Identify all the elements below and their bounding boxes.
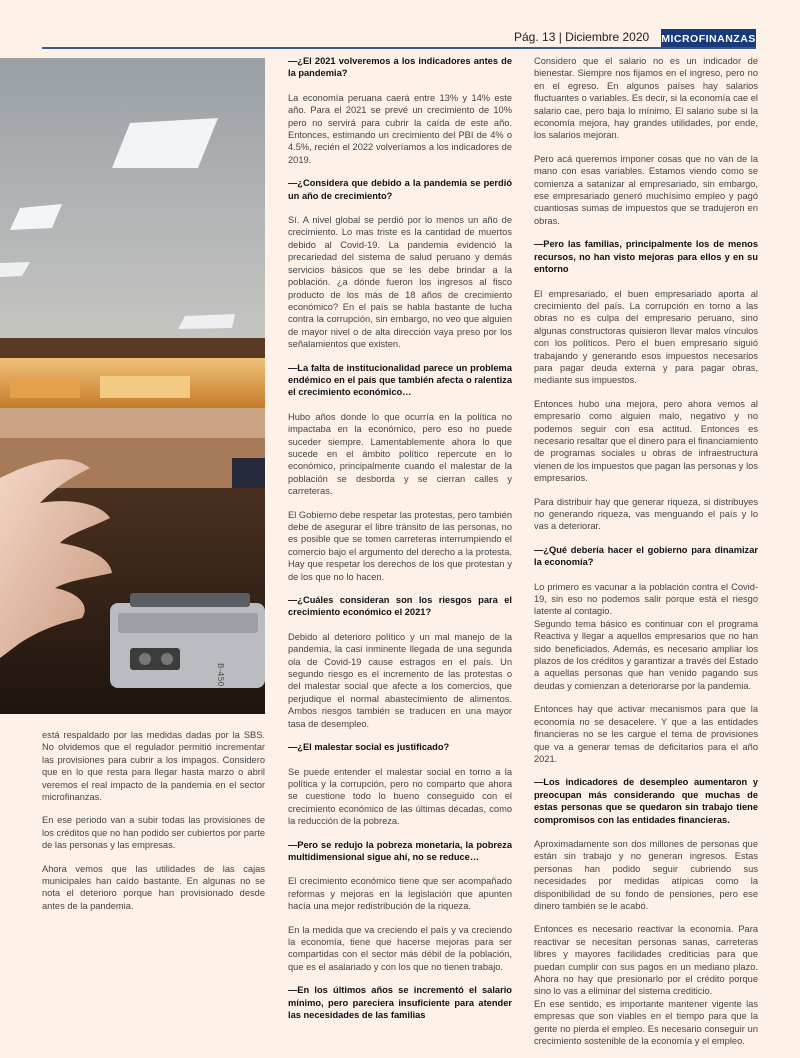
interview-question: —La falta de institucionalidad parece un problema endémico en el país que también afecta o ralentiza el crecimiento económico… xyxy=(288,362,512,398)
interview-question: —¿Cuáles consideran son los riesgos para el crecimiento económico el 2021? xyxy=(288,595,512,618)
page-info: Pág. 13 | Diciembre 2020 xyxy=(514,30,650,44)
paragraph: Debido al deterioro político y un mal manejo de la pandemia, la casi inminente llegada de una segunda ola de Covid-19 cause estragos en el país. Un segundo riesgo es el incremento de las protestas o del malestar social que afecte a los comercios, que perjudique el normal abastecimiento de alimentos. Ambos riesgos también se traducen en una mayor tasa de desempleo. xyxy=(288,631,512,729)
interview-question: —¿El malestar social es justificado? xyxy=(288,742,450,753)
paragraph: En ese periodo van a subir todas las provisiones de los créditos que no han podido ser cubiertos por parte de las personas y las empresas. xyxy=(42,815,265,851)
paragraph: Entonces hay que activar mecanismos para que la economía no se desacelere. Y que a las entidades financieras no se les cargue el tema de provisiones que va a generar temas de deficitarios para el año 2021. xyxy=(534,704,758,764)
column-middle xyxy=(288,55,512,1033)
paragraph xyxy=(534,923,758,1047)
paragraph: Hubo años donde lo que ocurría en la política no impactaba en la económico, pero eso no puede suceder siempre. Lamentablemente ahora lo que sucede en el ámbito político repercute en lo económico, principalmente cuando el malestar de la población se desborda y se cierran calles y carreteras. xyxy=(288,411,512,497)
header-rule xyxy=(42,47,756,49)
column-left xyxy=(42,729,265,923)
paragraph: El Gobierno debe respetar las protestas, pero también debe de asegurar el libre tránsito de las personas, no es posible que se tomen carreteras interrumpiendo el comercio bajo el argumento del derecho a la protesta. Hay que respetar los derechos de los que protestan y de los que no lo hacen. xyxy=(288,509,512,582)
paragraph: Entonces hubo una mejora, pero ahora vemos al empresario como alguien malo, negativo y no podemos seguir con esa actitud. Entonces es necesario resaltar que el dinero para el financiamiento de programas sociales u obras de infraestructura vienen de los impuestos que pagan las personas y los empresarios. xyxy=(534,398,758,484)
paragraph: Pero acá queremos imponer cosas que no van de la mano con esas variables. Estamos viendo como se comienza a satanizar al empresariado, sin embargo, ese empresariado generó muchísimo empleo y pagó cuantiosas sumas de impuestos que se tradujeron en obras. xyxy=(534,153,758,226)
interview-question: —Pero se redujo la pobreza monetaria, la pobreza multidimensional sigue ahí, no se reduce… xyxy=(288,839,512,862)
paragraph: Para distribuir hay que generar riqueza, si distribuyes no generando riqueza, vas menguando el país y lo vas a deteriorar. xyxy=(534,496,758,532)
paragraph-line: En ese sentido, es importante mantener vigente las empresas que son viables en el tiempo para que la gente no pierda el empleo. Es necesario conseguir un crecimiento sostenible de la economía y el empleo. xyxy=(534,998,758,1047)
interview-question: —En los últimos años se incrementó el salario mínimo, pero pareciera insuficiente para atender las necesidades de las familias xyxy=(288,985,512,1020)
paragraph: Ahora vemos que las utilidades de las cajas municipales han caído bastante. En algunas no se nota el deterioro porque han provisionado desde antes de la pandemia. xyxy=(42,863,265,911)
recorder-label: B-450 xyxy=(216,663,225,687)
interview-question: —¿Qué debería hacer el gobierno para dinamizar la economía? xyxy=(534,544,758,568)
brand-badge: MICROFINANZAS xyxy=(661,29,756,48)
interview-question: —Pero las familias, principalmente los de menos recursos, no han visto mejoras para ellos y en su entorno xyxy=(534,239,758,275)
paragraph: Se puede entender el malestar social en torno a la política y la corrupción, pero no comparto que ahora se cuestione todo lo bueno conseguido con el crecimiento económico de las últimas décadas, como la reducción de la pobreza. xyxy=(288,766,512,827)
interview-question: —¿Considera que debido a la pandemia se perdió un año de crecimiento? xyxy=(288,178,512,201)
paragraph: está respaldado por las medidas dadas por la SBS. No olvidemos que el regulador permitió incrementar las provisiones para cubrir a los impagos. Considero que en lo que resta para llegar hasta marzo o abril veremos el real impacto de la pandemia en el sector microfinanzas. xyxy=(42,730,265,803)
paragraph-line: Lo primero es vacunar a la población contra el Covid-19, sin eso no podemos salir porque está el riesgo latente al contagio. xyxy=(534,581,758,617)
paragraph: Considero que el salario no es un indicador de bienestar. Siempre nos fijamos en el ingreso, pero no en el egreso. En algunos países hay salarios fluctuantes o variables. Es decir, si la economía cae el salario cae, pero baja lo mínimo. El salario sube si la economía mejora, hay grandes utilidades, por ende, los salarios mejoran. xyxy=(534,56,758,141)
paragraph: Aproximadamente son dos millones de personas que están sin trabajo y no generan ingresos. Estas personas han podido seguir cubriendo sus necesidades por medidas atípicas como la disponibilidad de su fondo de pensiones, pero ese dinero también se le acabó. xyxy=(534,838,758,911)
photo-interview xyxy=(0,58,265,714)
paragraph: En la medida que va creciendo el país y va creciendo la economía, tiene que hacerse mejoras para ser compartidas con el sector más débil de la población, que es el asalariado y con los que no tienen trabajo. xyxy=(288,924,512,972)
paragraph: El empresariado, el buen empresariado aporta al crecimiento del país. La corrupción en torno a las obras no es culpa del empresario peruano, sino algunas constructoras quisieron llevar malos vínculos con los políticos. Pero el buen empresario siguió trabajando y generando esos impuestos necesarios para pagar deuda externa y para pagar obras, mediante sus impuestos. xyxy=(534,288,758,386)
column-right xyxy=(534,55,758,1058)
paragraph-line: Segundo tema básico es continuar con el programa Reactiva y llegar a aquellos empresarios que no han sido beneficiados. Además, es necesario ampliar los plazos de los créditos y garantizar a través del Estado a aquellas personas que han venido pagando sus deudas y comienzan a deteriorarse por la pandemia. xyxy=(534,618,758,691)
paragraph: La economía peruana caerá entre 13% y 14% este año. Para el 2021 se prevé un crecimiento de 10% pero no servirá para cubrir la caída de este año. Entonces, estimando un crecimiento del PBI de 4% o 4.5%, recién el 2022 volveríamos a los indicadores de 2019. xyxy=(288,92,512,165)
photo-illustration xyxy=(0,58,265,714)
interview-question: —¿El 2021 volveremos a los indicadores antes de la pandemia? xyxy=(288,56,512,79)
paragraph xyxy=(534,581,758,693)
interview-question: —Los indicadores de desempleo aumentaron y preocupan más considerando que muchas de estas personas que se quedaron sin trabajo tiene compromisos con las entidades financieras. xyxy=(534,777,758,825)
paragraph: El crecimiento económico tiene que ser acompañado reformas y mejoras en la legislación que apunten hacía una mejor redistribución de la riqueza. xyxy=(288,876,512,912)
paragraph-line: Entonces es necesario reactivar la economía. Para reactivar se necesitan personas sanas, carreteras libres y mayores facilidades crediticias para que puedan cumplir con sus pagos en un mediano plazo. Ahora no hay que presionarlo por el crédito porque sino lo vas a eliminar del sistema crediticio. xyxy=(534,924,758,997)
paragraph: Sí. A nivel global se perdió por lo menos un año de crecimiento. Lo mas triste es la cantidad de muertos debido al Covid-19. La pandemia evidenció la precariedad del sistema de salud peruano y demás servicios básicos que se les debe brindar a la población. ¿a dónde fueron los ingresos al fisco producto de los más de 18 años de crecimiento económico? En el país se habla bastante de lucha contra la corrupción, sin embargo, no veo que alguien de mayor nivel o de alta dirección vaya preso por los señalamientos que existen. xyxy=(288,215,512,350)
